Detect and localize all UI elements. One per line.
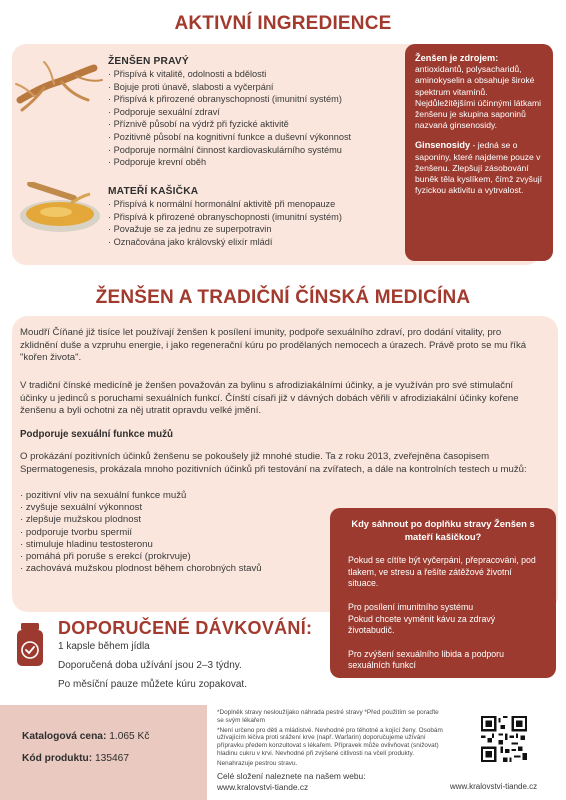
- catalog-price: [22, 731, 149, 742]
- ingredients-heading: AKTIVNÍ INGREDIENCE: [174, 13, 392, 34]
- note-3: Nenahrazuje pestrou stravu.: [217, 759, 298, 767]
- tcm-paragraph-3: O prokázání pozitivních účinků ženšenu se pokoušely již mnohé studie. Ta z roku 2013, zveřejněna časopisem Spermatogenesis, prokázala mnoho pozitivních účinků při testování na zvířatech, a dále na kontrolních testech u mužů:: [20, 451, 527, 475]
- list-item: · zachovává mužskou plodnost během chorobných stavů: [20, 563, 262, 575]
- catalog-price-label: Katalogová cena:: [22, 731, 107, 742]
- product-code: [22, 753, 129, 764]
- royal-jelly-benefits-list: [108, 198, 342, 248]
- website-url[interactable]: www.kralovstvi-tiande.cz: [450, 782, 538, 791]
- dosage-line-1: 1 kapsle během jídla: [58, 641, 150, 652]
- disclaimer-notes: [217, 709, 447, 770]
- ginseng-source-box: [405, 44, 553, 261]
- list-item: · Bojuje proti únavě, slabosti a vyčerpání: [108, 81, 351, 94]
- web-link[interactable]: www.kralovstvi-tiande.cz: [217, 781, 309, 792]
- tcm-paragraph-1: Moudří Číňané již tisíce let používají ženšen k posílení imunity, podpoře sexuálního zdraví, pro dodání vitality, pro zklidnění duše a vzpruhu energie, i jako regenerační kúru po prodělaných nemocech a úrazech. Právě proto se mu říká "kořen života".: [20, 327, 527, 364]
- royal-jelly-image: [16, 182, 106, 238]
- list-item: · Považuje se za jednu ze superpotravin: [108, 223, 342, 236]
- qr-code-icon[interactable]: [481, 716, 527, 762]
- web-reference: [217, 771, 366, 792]
- source-title: Ženšen je zdrojem:: [415, 53, 499, 63]
- dosage-heading: DOPORUČENÉ DÁVKOVÁNÍ:: [58, 618, 313, 638]
- product-code-label: Kód produktu:: [22, 753, 93, 764]
- product-code-value: 135467: [95, 753, 130, 764]
- list-item: · Příznivě působí na výdrž při fyzické aktivitě: [108, 118, 351, 131]
- capsule-jar-icon: [14, 622, 46, 668]
- list-item: · Přispívá k normální hormonální aktivitě při menopauze: [108, 198, 342, 211]
- list-item: · Podporuje sexuální zdraví: [108, 106, 351, 119]
- tcm-heading: ŽENŠEN A TRADIČNÍ ČÍNSKÁ MEDICÍNA: [95, 287, 471, 308]
- list-item: · Pozitivně působí na kognitivní funkce a duševní výkonnost: [108, 131, 351, 144]
- tcm-subheading: Podporuje sexuální funkce mužů: [20, 429, 173, 440]
- ginseng-benefits-list: [108, 68, 351, 169]
- when-to-use-title: Kdy sáhnout po doplňku stravy Ženšen s mateří kašičkou?: [351, 518, 535, 542]
- when-to-use-box: [330, 508, 556, 678]
- dosage-line-3: Po měsíční pauze můžete kúru zopakovat.: [58, 679, 247, 690]
- when-to-use-item-3: Pro zvýšení sexuálního libida a podporu sexuálních funkcí: [348, 648, 504, 671]
- male-effects-list: [20, 490, 262, 575]
- ginseng-title: ŽENŠEN PRAVÝ: [108, 56, 189, 67]
- source-text: antioxidantů, polysacharidů, aminokyselin a obsahuje široké spektrum vitamínů. Nejdůležitějšími účinnými látkami ženšenu je skupina saponinů nazvaná ginsenosidy.: [415, 64, 542, 131]
- ginsenosides-title: Ginsenosidy: [415, 140, 471, 151]
- web-line-1: Celé složení naleznete na našem webu:: [217, 771, 366, 781]
- list-item: · stimuluje hladinu testosteronu: [20, 539, 262, 551]
- dosage-line-2: Doporučená doba užívání jsou 2–3 týdny.: [58, 660, 242, 671]
- when-to-use-item-1: Pokud se cítíte být vyčerpáni, přepracováni, pod tlakem, ve stresu a řešíte zátěžové životní situace.: [348, 555, 536, 589]
- list-item: · pozitivní vliv na sexuální funkce mužů: [20, 490, 262, 502]
- ginseng-root-image: [14, 56, 104, 116]
- list-item: · podporuje tvorbu spermií: [20, 527, 262, 539]
- list-item: · zlepšuje mužskou plodnost: [20, 514, 262, 526]
- list-item: · Podporuje krevní oběh: [108, 156, 351, 169]
- list-item: · zvyšuje sexuální výkonnost: [20, 502, 262, 514]
- tcm-paragraph-2: V tradiční čínské medicíně je ženšen považován za bylinu s afrodiziakálními účinky, a je využíván pro své stimulační účinky u jedinců s poruchami sexuálních funkcí. Čínští císaři již v dávných dobách věřili v afrodiziakální účinky kořene ženšenu a byli ochotni za něj utratit opravdu velké jmění.: [20, 380, 519, 417]
- list-item: · Přispívá k přirozené obranyschopnosti (imunitní systém): [108, 93, 351, 106]
- list-item: · pomáhá při poruše s erekcí (prokrvuje): [20, 551, 262, 563]
- list-item: · Označována jako královský elixír mládí: [108, 236, 342, 249]
- when-to-use-item-2: Pro posílení imunitního systému Pokud chcete vyměnit kávu za zdravý životabudič.: [348, 601, 496, 636]
- catalog-price-value: 1.065 Kč: [109, 731, 150, 742]
- list-item: · Přispívá k vitalitě, odolnosti a bdělosti: [108, 68, 351, 81]
- note-1: *Doplněk stravy nesloužíjako náhrada pestré stravy *Před použitím se poraďte se svým lékařem: [217, 709, 439, 724]
- royal-jelly-title: MATEŘÍ KAŠIČKA: [108, 186, 199, 197]
- list-item: · Podporuje normální činnost kardiovaskulárního systému: [108, 144, 351, 157]
- list-item: · Přispívá k přirozené obranyschopnosti (imunitní systém): [108, 211, 342, 224]
- note-2: *Není určeno pro děti a mládistvé. Nevhodné pro těhotné a kojící ženy. Osobám užívajícím léčiva proti srážení krve (např. Warfarin) doporučujeme užívání přípravku předem konzultovat s lékařem. Přípravek může ovlivňovat (snižovat) hladinu cukru v krvi. Nevhodné při zvýšené citlivosti na včelí produkty.: [217, 726, 443, 757]
- ginsenosides-text: - jedná se o saponiny, které najdeme pouze v ženšenu. Zlepšují zásobování buněk těla kyslíkem, čímž zvyšují fyzickou aktivitu a vytrvalost.: [415, 140, 543, 196]
